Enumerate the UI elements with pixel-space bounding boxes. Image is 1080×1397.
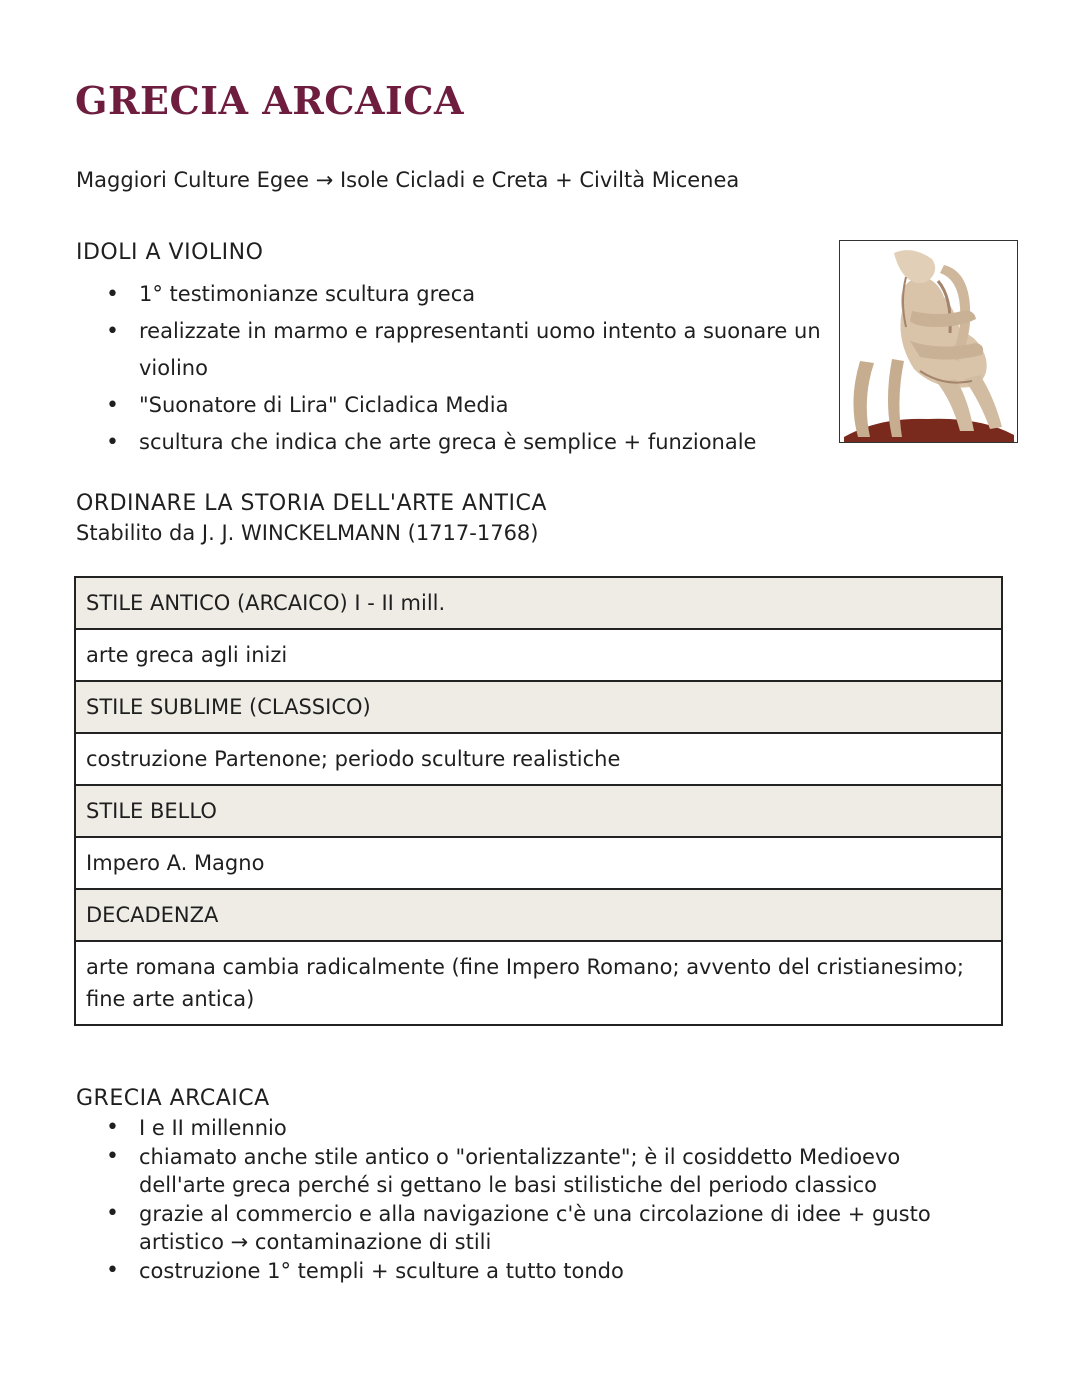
- table-cell: costruzione Partenone; periodo sculture realistiche: [75, 733, 1002, 785]
- list-item: • I e II millennio: [76, 1114, 956, 1143]
- list-item: • 1° testimonianze scultura greca: [76, 276, 836, 313]
- list-item: • scultura che indica che arte greca è semplice + funzionale: [76, 424, 836, 461]
- page-title: GRECIA ARCAICA: [75, 78, 465, 123]
- table-header-cell: STILE SUBLIME (CLASSICO): [75, 681, 1002, 733]
- grecia-heading: GRECIA ARCAICA: [76, 1086, 270, 1111]
- table-header-cell: STILE BELLO: [75, 785, 1002, 837]
- ordinare-subheading: Stabilito da J. J. WINCKELMANN (1717-1768): [76, 521, 539, 545]
- statue-illustration: [840, 241, 1017, 442]
- art-styles-table: [74, 576, 1003, 1026]
- table-cell: arte romana cambia radicalmente (fine Impero Romano; avvento del cristianesimo; fine arte antica): [75, 941, 1002, 1025]
- idoli-bullet-list: [76, 276, 836, 461]
- table-header-cell: DECADENZA: [75, 889, 1002, 941]
- list-item: • chiamato anche stile antico o "orientalizzante"; è il cosiddetto Medioevo dell'arte greca perché si gettano le basi stilistiche del periodo classico: [76, 1143, 956, 1200]
- table-header-cell: STILE ANTICO (ARCAICO) I - II mill.: [75, 577, 1002, 629]
- cycladic-statue-image: [839, 240, 1018, 443]
- grecia-bullet-list: [76, 1114, 956, 1285]
- list-item: • "Suonatore di Lira" Cicladica Media: [76, 387, 836, 424]
- list-item: • grazie al commercio e alla navigazione c'è una circolazione di idee + gusto artistico → contaminazione di stili: [76, 1200, 956, 1257]
- idoli-heading: IDOLI A VIOLINO: [76, 240, 264, 265]
- list-item: • realizzate in marmo e rappresentanti uomo intento a suonare un violino: [76, 313, 836, 387]
- table-cell: arte greca agli inizi: [75, 629, 1002, 681]
- intro-line: Maggiori Culture Egee → Isole Cicladi e Creta + Civiltà Micenea: [76, 168, 740, 192]
- table-cell: Impero A. Magno: [75, 837, 1002, 889]
- list-item: • costruzione 1° templi + sculture a tutto tondo: [76, 1257, 956, 1286]
- ordinare-heading: ORDINARE LA STORIA DELL'ARTE ANTICA: [76, 491, 547, 516]
